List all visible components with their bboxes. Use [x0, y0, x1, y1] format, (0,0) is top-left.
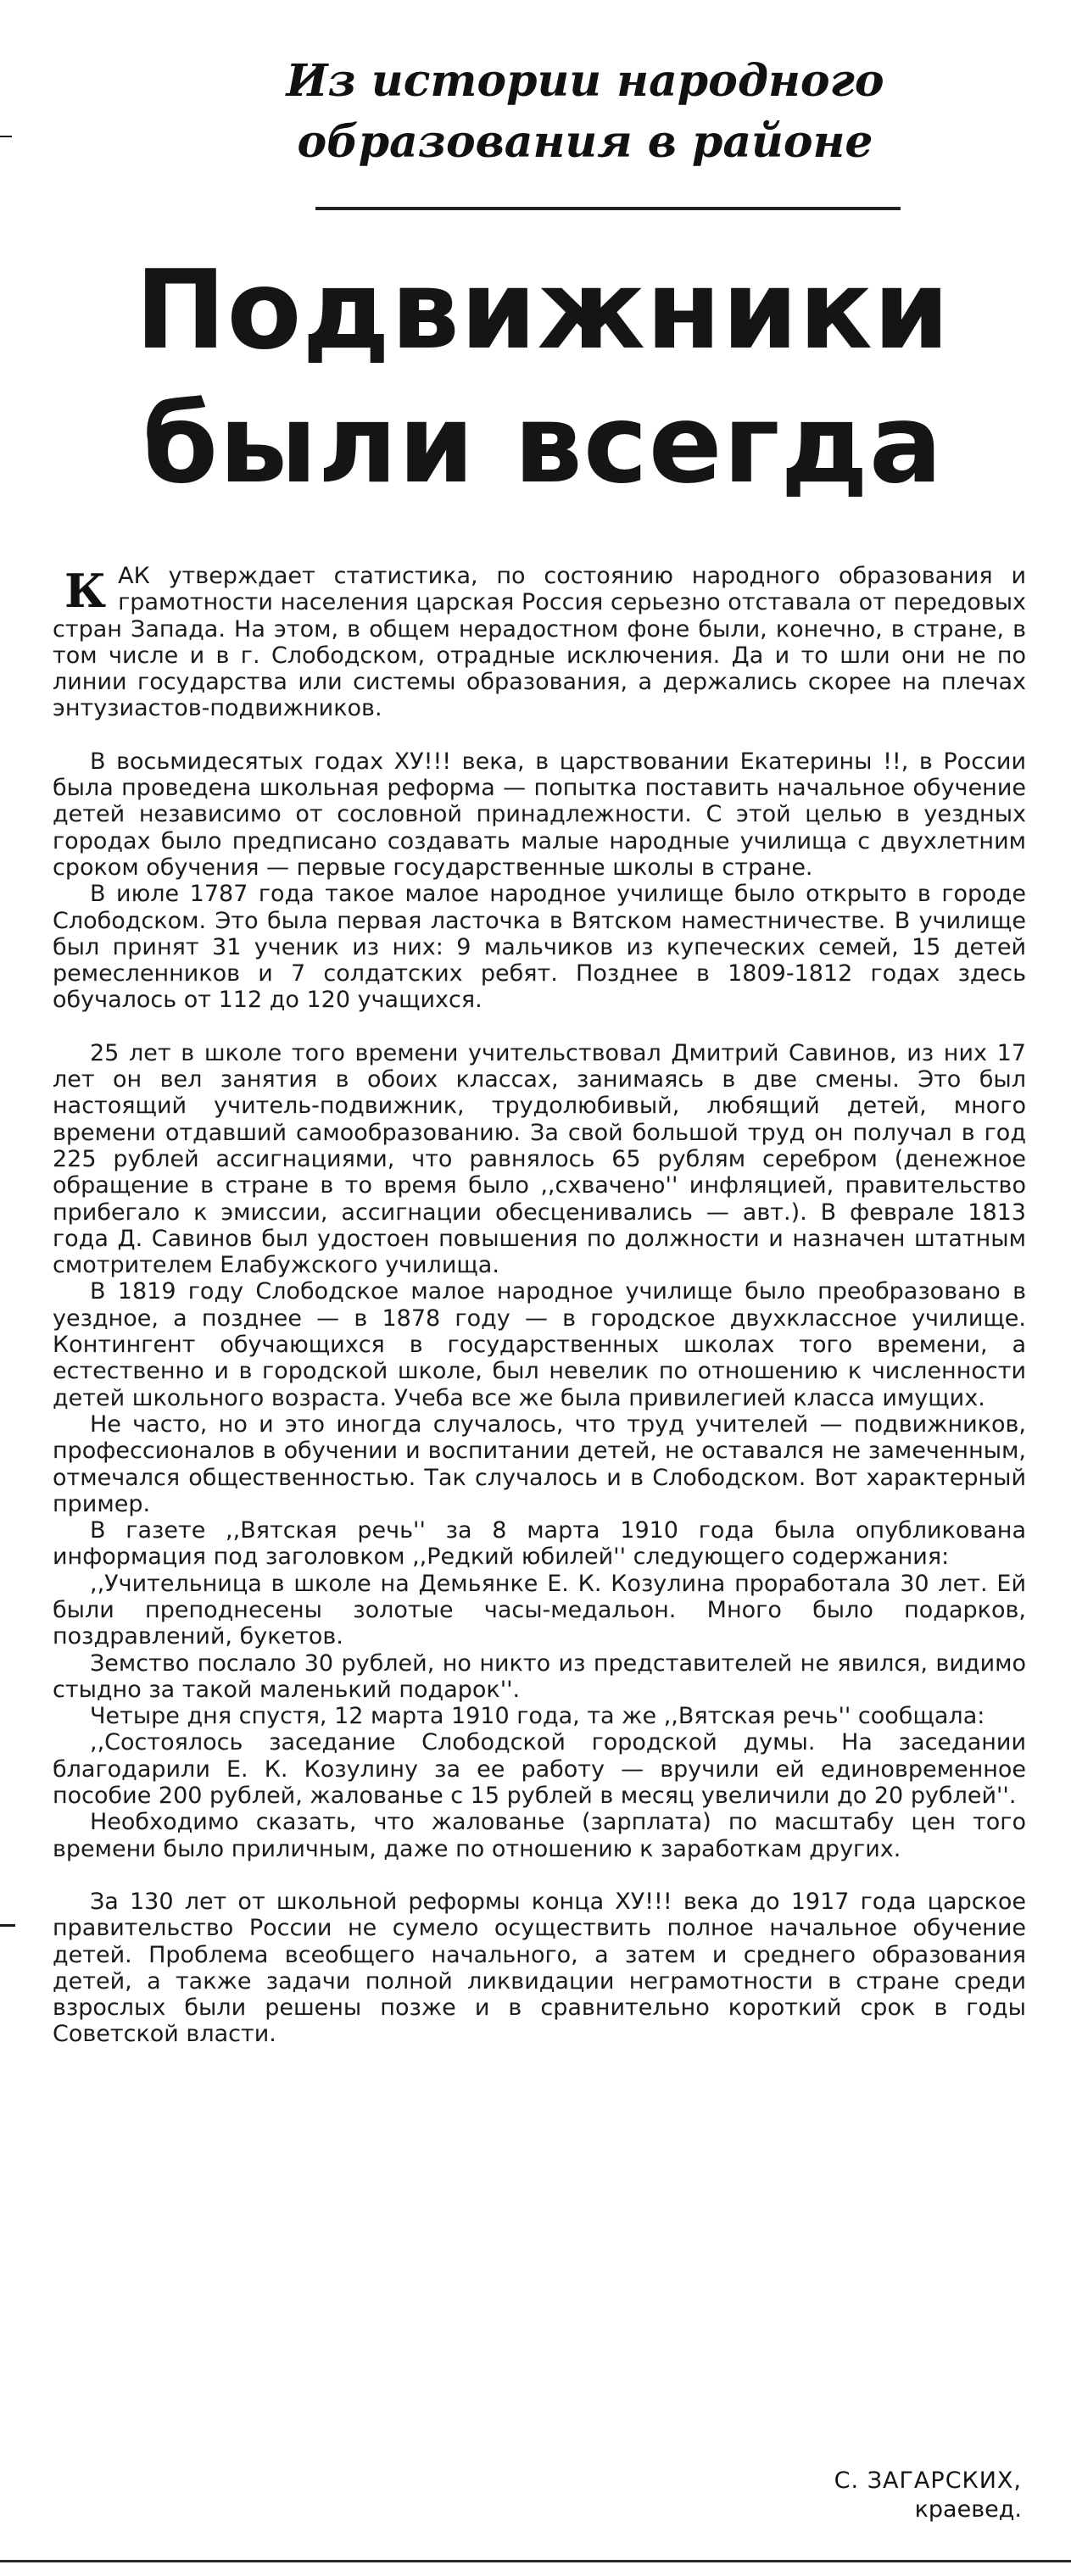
author-signature	[834, 2467, 1022, 2524]
article-paragraph-13: За 130 лет от школьной реформы конца ХУ!!! века до 1917 года царское правительство России не сумело осуществить полное начальное обучение детей. Проблема всеобщего начального, а затем и среднего образования детей, а также задачи полной ликвидации неграмотности в стране среди взрослых были решены позже и в сравнительно короткий срок в годы Советской власти.	[53, 1888, 1026, 2048]
author-name: С. ЗАГАРСКИХ,	[834, 2468, 1022, 2494]
scan-bottom-edge	[0, 2560, 1071, 2562]
article-paragraph-10: Четыре дня спустя, 12 марта 1910 года, та же ,,Вятская речь'' сообщала:	[90, 1703, 985, 1730]
paragraph-text: АК утверждает статистика, по состоянию народного образования и грамотности населения царская Россия серьезно отставала от передовых стран Запада. На этом, в общем нерадостном фоне были, конечно, в стране, в том числе и в г. Слободском, отрадные исключения. Да и то шли они не по линии государства или системы образования, а держались скорее на плечах энтузиастов-подвижников.	[53, 563, 1026, 722]
kicker-divider	[315, 207, 901, 210]
article-paragraph-7: В газете ,,Вятская речь'' за 8 марта 1910 года была опубликована информация под заголовком ,,Редкий юбилей'' следующего содержания:	[53, 1517, 1026, 1571]
section-kicker	[254, 51, 916, 173]
scan-edge-mark	[0, 136, 12, 137]
headline-line-2: были всегда	[142, 381, 944, 508]
article-paragraph-5: В 1819 году Слободское малое народное училище было преобразовано в уездное, а позднее — в 1878 году — в городское двухклассное училище. Контингент обучающихся в государственных школах того времени, а естественно и в городской школе, был невелик по отношению к численности детей школьного возраста. Учеба все же была привилегией класса имущих.	[53, 1278, 1026, 1411]
headline-line-1: Подвижники	[135, 248, 951, 374]
article-paragraph-3: В июле 1787 года такое малое народное училище было открыто в городе Слободском. Это была первая ласточка в Вятском наместничестве. В училище был принят 31 ученик из них: 9 мальчиков из купеческих семей, 15 детей ремесленников и 7 солдатских ребят. Позднее в 1809-1812 годах здесь обучалось от 112 до 120 учащихся.	[53, 881, 1026, 1014]
kicker-line-2: образования в районе	[297, 116, 873, 168]
quote-paragraph-2: Земство послало 30 рублей, но никто из представителей не явился, видимо стыдно за такой маленький подарок''.	[53, 1650, 1026, 1703]
article-paragraph-4: 25 лет в школе того времени учительствовал Дмитрий Савинов, из них 17 лет он вел занятия в обоих классах, занимаясь в две смены. Это был настоящий учитель-подвижник, трудолюбивый, любящий детей, много времени отдавший самообразованию. За свой большой труд он получал в год 225 рублей ассигнациями, что равнялось 65 рублям серебром (денежное обращение в стране в то время было ,,схвачено'' инфляцией, правительство прибегало к эмиссии, ассигнации обесценивались — авт.). В феврале 1813 года Д. Савинов был удостоен повышения по должности и назначен штатным смотрителем Елабужского училища.	[53, 1039, 1026, 1279]
article-paragraph-2: В восьмидесятых годах ХУ!!! века, в царствовании Екатерины !!, в России была проведена школьная реформа — попытка поставить начальное обучение детей независимо от сословной принадлежности. С этой целью в уездных городах было предписано создавать малые народные училища с двухлетним сроком обучения — первые государственные школы в стране.	[53, 748, 1026, 881]
article-paragraph-12: Необходимо сказать, что жалованье (зарплата) по масштабу цен того времени было приличным, даже по отношению к заработкам других.	[53, 1809, 1026, 1862]
scan-edge-mark	[0, 1924, 15, 1927]
article-paragraph-6: Не часто, но и это иногда случалось, что труд учителей — подвижников, профессионалов в обучении и воспитании детей, не оставался не замеченным, отмечался общественностью. Так случалось и в Слободском. Вот характерный пример.	[53, 1410, 1026, 1517]
drop-cap: К	[64, 564, 107, 618]
article-paragraph-1	[53, 563, 1026, 722]
kicker-line-1: Из истории народного	[286, 55, 884, 107]
article-headline	[76, 244, 1009, 512]
quote-paragraph-3: ,,Состоялось заседание Слободской городской думы. На заседании благодарили Е. К. Козулину за ее работу — вручили ей единовременное пособие 200 рублей, жалованье с 15 рублей в месяц увеличили до 20 рублей''.	[53, 1729, 1026, 1810]
article-body	[53, 563, 1026, 2048]
quote-paragraph-1: ,,Учительница в школе на Демьянке Е. К. Козулина проработала 30 лет. Ей были преподнесены золотые часы-медальон. Много было подарков, поздравлений, букетов.	[53, 1570, 1026, 1650]
author-role: краевед.	[914, 2496, 1022, 2523]
